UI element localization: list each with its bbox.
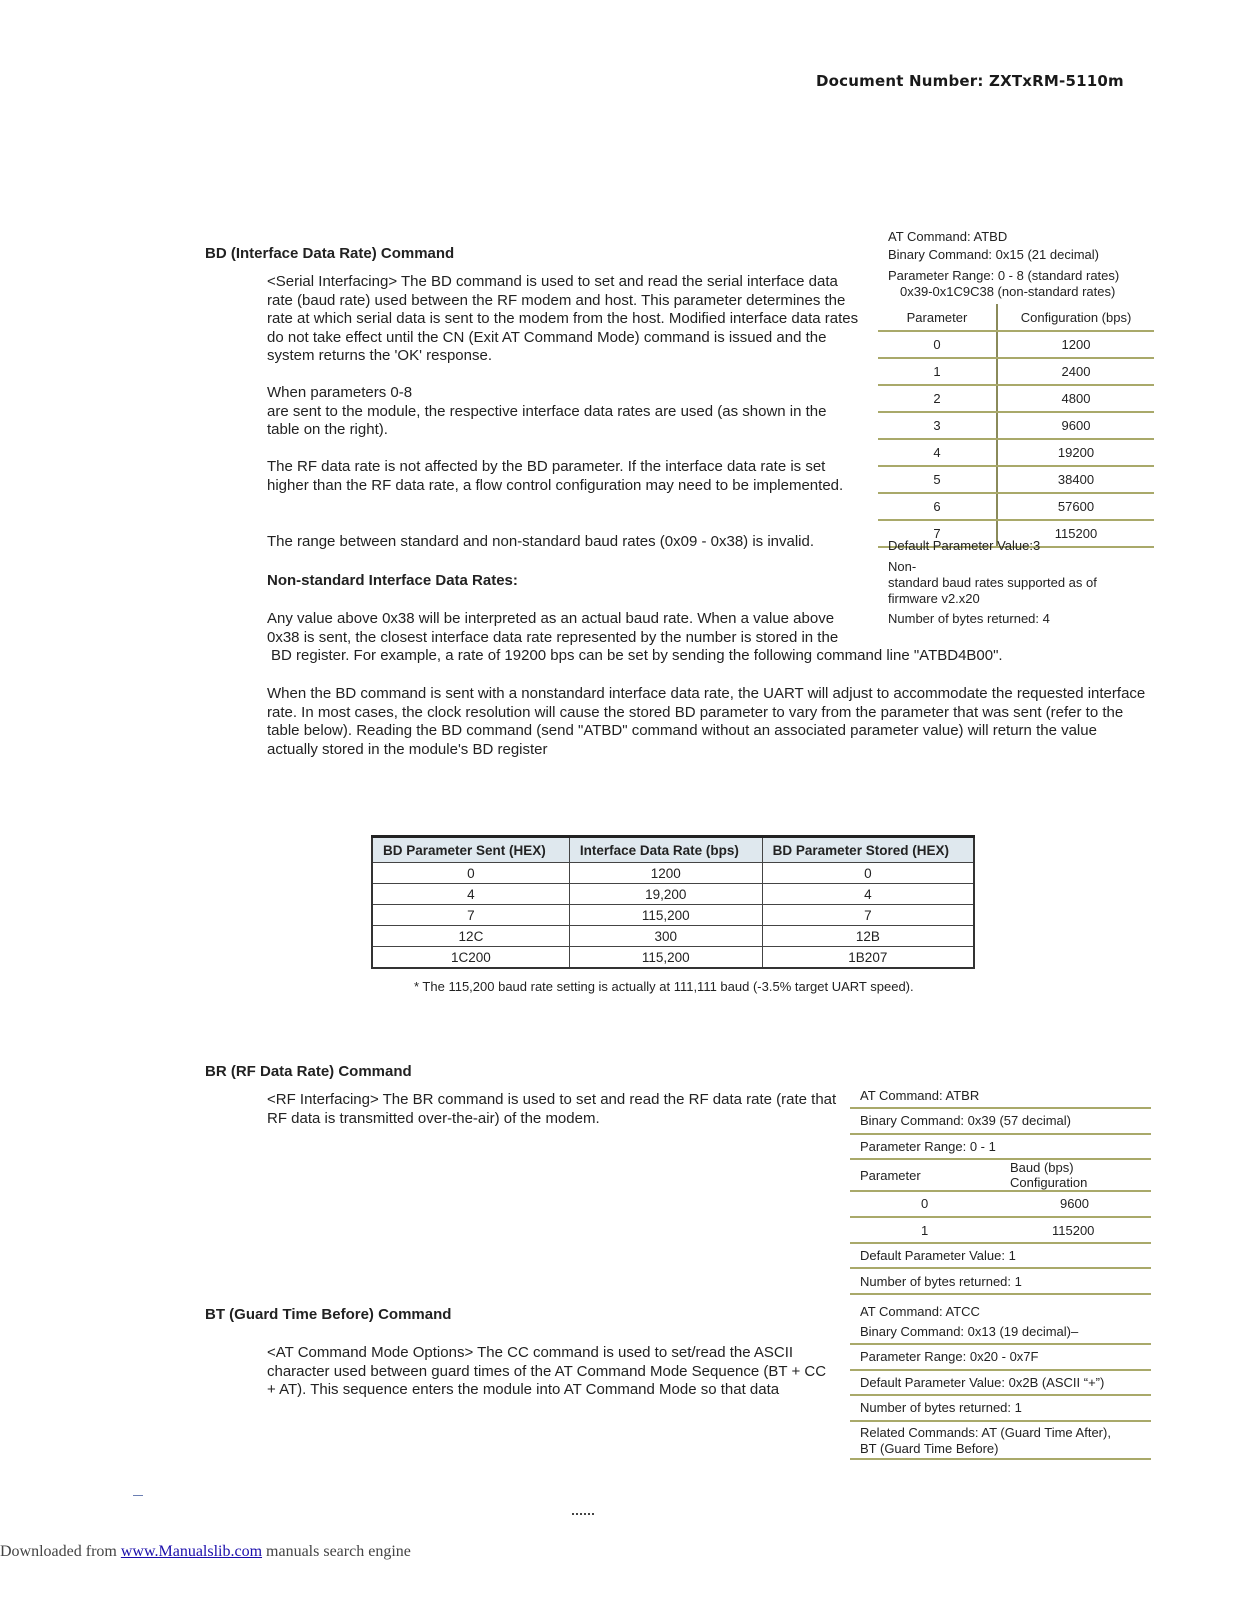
br-binary-command: Binary Command: 0x39 (57 decimal) xyxy=(850,1109,1151,1135)
bd-param-range-nonstd: 0x39-0x1C9C38 (non-standard rates) xyxy=(900,284,1116,299)
bd-nonstd-note-2: standard baud rates supported as of firmware v2.x20 xyxy=(888,575,1097,606)
sent-cell: 12C xyxy=(372,926,569,947)
bt-binary-command: Binary Command: 0x13 (19 decimal)– xyxy=(850,1321,1151,1345)
br-config-header-line2: Configuration xyxy=(1010,1175,1088,1190)
bd-paragraph-nonstd-a: Any value above 0x38 will be interpreted as an actual baud rate. When a value above 0x38 is sent, the closest interface data rate represented by the number is stored in the xyxy=(267,610,839,646)
table-row xyxy=(878,331,1154,358)
bt-at-command: AT Command: ATCC xyxy=(860,1304,980,1319)
rate-cell: 115,200 xyxy=(569,947,762,969)
nonstd-heading: Non-standard Interface Data Rates: xyxy=(267,572,518,589)
bd-config-cell: 38400 xyxy=(997,466,1154,493)
bt-section-title: BT (Guard Time Before) Command xyxy=(205,1306,452,1323)
bd-param-cell: 4 xyxy=(878,439,997,466)
br-param-range: Parameter Range: 0 - 1 xyxy=(850,1135,1151,1160)
document-number: Document Number: ZXTxRM-5110m xyxy=(816,72,1124,90)
rate-cell: 19,200 xyxy=(569,884,762,905)
bt-bytes-returned: Number of bytes returned: 1 xyxy=(850,1396,1151,1422)
table-row xyxy=(850,1218,1151,1244)
table-row xyxy=(372,947,974,969)
manualslib-link[interactable]: www.Manualslib.com xyxy=(120,1543,263,1560)
br-bytes-returned: Number of bytes returned: 1 xyxy=(850,1269,1151,1295)
page-number-mark xyxy=(572,1513,594,1519)
table-row xyxy=(372,863,974,884)
bd-param-cell: 6 xyxy=(878,493,997,520)
stored-cell: 1B207 xyxy=(762,947,974,969)
br-param-cell: 1 xyxy=(921,1223,929,1238)
bd-params-line1: When parameters 0-8 xyxy=(267,384,413,401)
bd-side-notes xyxy=(888,538,1133,627)
bd-param-cell: 1 xyxy=(878,358,997,385)
rate-cell: 115,200 xyxy=(569,905,762,926)
bd-bytes-returned: Number of bytes returned: 4 xyxy=(888,611,1050,626)
table-row xyxy=(850,1192,1151,1218)
table-row xyxy=(878,466,1154,493)
bd-param-cell: 0 xyxy=(878,331,997,358)
br-param-col-header: Parameter xyxy=(860,1168,921,1183)
col-header-sent: BD Parameter Sent (HEX) xyxy=(372,837,569,863)
table-row xyxy=(878,412,1154,439)
br-param-cell: 0 xyxy=(921,1196,929,1211)
bt-paragraph: <AT Command Mode Options> The CC command is used to set/read the ASCII character used between guard times of the AT Command Mode Sequence (BT + CC + AT). This sequence enters the module into AT Command Mode so that data xyxy=(267,1344,827,1398)
br-config-col-header xyxy=(1010,1160,1087,1190)
footer xyxy=(0,1543,411,1561)
stored-cell: 12B xyxy=(762,926,974,947)
bd-paragraph-nonstd-b: BD register. For example, a rate of 19200 bps can be set by sending the following command line "ATBD4B00". xyxy=(271,647,1003,664)
br-side-panel xyxy=(850,1085,1151,1290)
bd-config-cell: 9600 xyxy=(997,412,1154,439)
bd-paragraph-invalid-range: The range between standard and non-standard baud rates (0x09 - 0x38) is invalid. xyxy=(267,533,815,550)
bd-config-cell: 2400 xyxy=(997,358,1154,385)
bd-config-cell: 4800 xyxy=(997,385,1154,412)
rate-cell: 1200 xyxy=(569,863,762,884)
bd-nonstd-note-1: Non- xyxy=(888,559,917,574)
bd-section-title: BD (Interface Data Rate) Command xyxy=(205,245,455,262)
bt-related-line2: BT (Guard Time Before) xyxy=(860,1441,999,1456)
bd-parameter-table xyxy=(878,304,1154,548)
bd-config-cell: 1200 xyxy=(997,331,1154,358)
footer-suffix: manuals search engine xyxy=(262,1543,411,1560)
table-row xyxy=(372,926,974,947)
bd-binary-command: Binary Command: 0x15 (21 decimal) xyxy=(888,247,1099,262)
stored-cell: 0 xyxy=(762,863,974,884)
bd-config-col-header: Configuration (bps) xyxy=(997,304,1154,331)
bt-related-line1: Related Commands: AT (Guard Time After), xyxy=(860,1425,1111,1440)
bt-default-value: Default Parameter Value: 0x2B (ASCII “+”) xyxy=(850,1371,1151,1396)
bd-param-cell: 7 xyxy=(878,520,997,547)
bd-config-cell: 57600 xyxy=(997,493,1154,520)
table-row xyxy=(372,905,974,926)
stored-cell: 7 xyxy=(762,905,974,926)
table-row xyxy=(878,493,1154,520)
sent-cell: 4 xyxy=(372,884,569,905)
footer-prefix: Downloaded from xyxy=(0,1543,121,1560)
sent-cell: 0 xyxy=(372,863,569,884)
bd-default-value: Default Parameter Value:3 xyxy=(888,538,1041,553)
bd-stored-table xyxy=(371,835,975,969)
table-row xyxy=(878,439,1154,466)
stored-cell: 4 xyxy=(762,884,974,905)
col-header-stored: BD Parameter Stored (HEX) xyxy=(762,837,974,863)
bd-side-panel xyxy=(888,229,1158,300)
col-header-rate: Interface Data Rate (bps) xyxy=(569,837,762,863)
bd-config-cell: 115200 xyxy=(997,520,1154,547)
br-default-value: Default Parameter Value: 1 xyxy=(850,1244,1151,1269)
br-at-command: AT Command: ATBR xyxy=(850,1085,1151,1109)
br-config-cell: 9600 xyxy=(1060,1196,1089,1211)
table-row xyxy=(878,358,1154,385)
br-config-cell: 115200 xyxy=(1052,1223,1095,1238)
br-config-header-line1: Baud (bps) xyxy=(1010,1160,1074,1175)
bd-table-footnote: * The 115,200 baud rate setting is actually at 111,111 baud (-3.5% target UART speed). xyxy=(414,979,914,994)
bd-param-cell: 3 xyxy=(878,412,997,439)
bd-paragraph-intro: <Serial Interfacing> The BD command is used to set and read the serial interface data rate (baud rate) used between the RF modem and host. This parameter determines the rate at which serial data is sent to the modem from the host. Modified interface data rates do not take effect until the CN (Exit AT Command Mode) command is issued and the system returns the 'OK' response. xyxy=(267,273,859,364)
br-paragraph: <RF Interfacing> The BR command is used to set and read the RF data rate (rate that RF data is transmitted over-the-air) of the modem. xyxy=(267,1091,837,1127)
br-section-title: BR (RF Data Rate) Command xyxy=(205,1063,412,1080)
rate-cell: 300 xyxy=(569,926,762,947)
bd-paragraph-params xyxy=(267,384,863,440)
bd-at-command: AT Command: ATBD xyxy=(888,229,1008,244)
bt-side-panel xyxy=(850,1302,1151,1462)
bd-param-cell: 5 xyxy=(878,466,997,493)
table-row xyxy=(878,385,1154,412)
bd-param-col-header: Parameter xyxy=(878,304,997,331)
sent-cell: 1C200 xyxy=(372,947,569,969)
table-row xyxy=(372,884,974,905)
bd-params-line2: are sent to the module, the respective interface data rates are used (as shown in the table on the right). xyxy=(267,402,827,438)
footer-mark xyxy=(133,1495,143,1496)
bd-paragraph-uart: When the BD command is sent with a nonstandard interface data rate, the UART will adjust to accommodate the requested interface rate. In most cases, the clock resolution will cause the stored BD parameter to vary from the parameter that was sent (refer to the table below). Reading the BD command (send "ATBD" command without an associated parameter value) will return the value actually stored in the module's BD register xyxy=(267,685,1146,758)
bd-paragraph-rf: The RF data rate is not affected by the BD parameter. If the interface data rate is set higher than the RF data rate, a flow control configuration may need to be implemented. xyxy=(267,458,844,494)
bd-param-range: Parameter Range: 0 - 8 (standard rates) xyxy=(888,268,1120,283)
bt-param-range: Parameter Range: 0x20 - 0x7F xyxy=(850,1345,1151,1371)
bd-param-cell: 2 xyxy=(878,385,997,412)
bd-config-cell: 19200 xyxy=(997,439,1154,466)
bt-related-commands xyxy=(850,1422,1151,1460)
br-table-header xyxy=(850,1160,1151,1192)
sent-cell: 7 xyxy=(372,905,569,926)
